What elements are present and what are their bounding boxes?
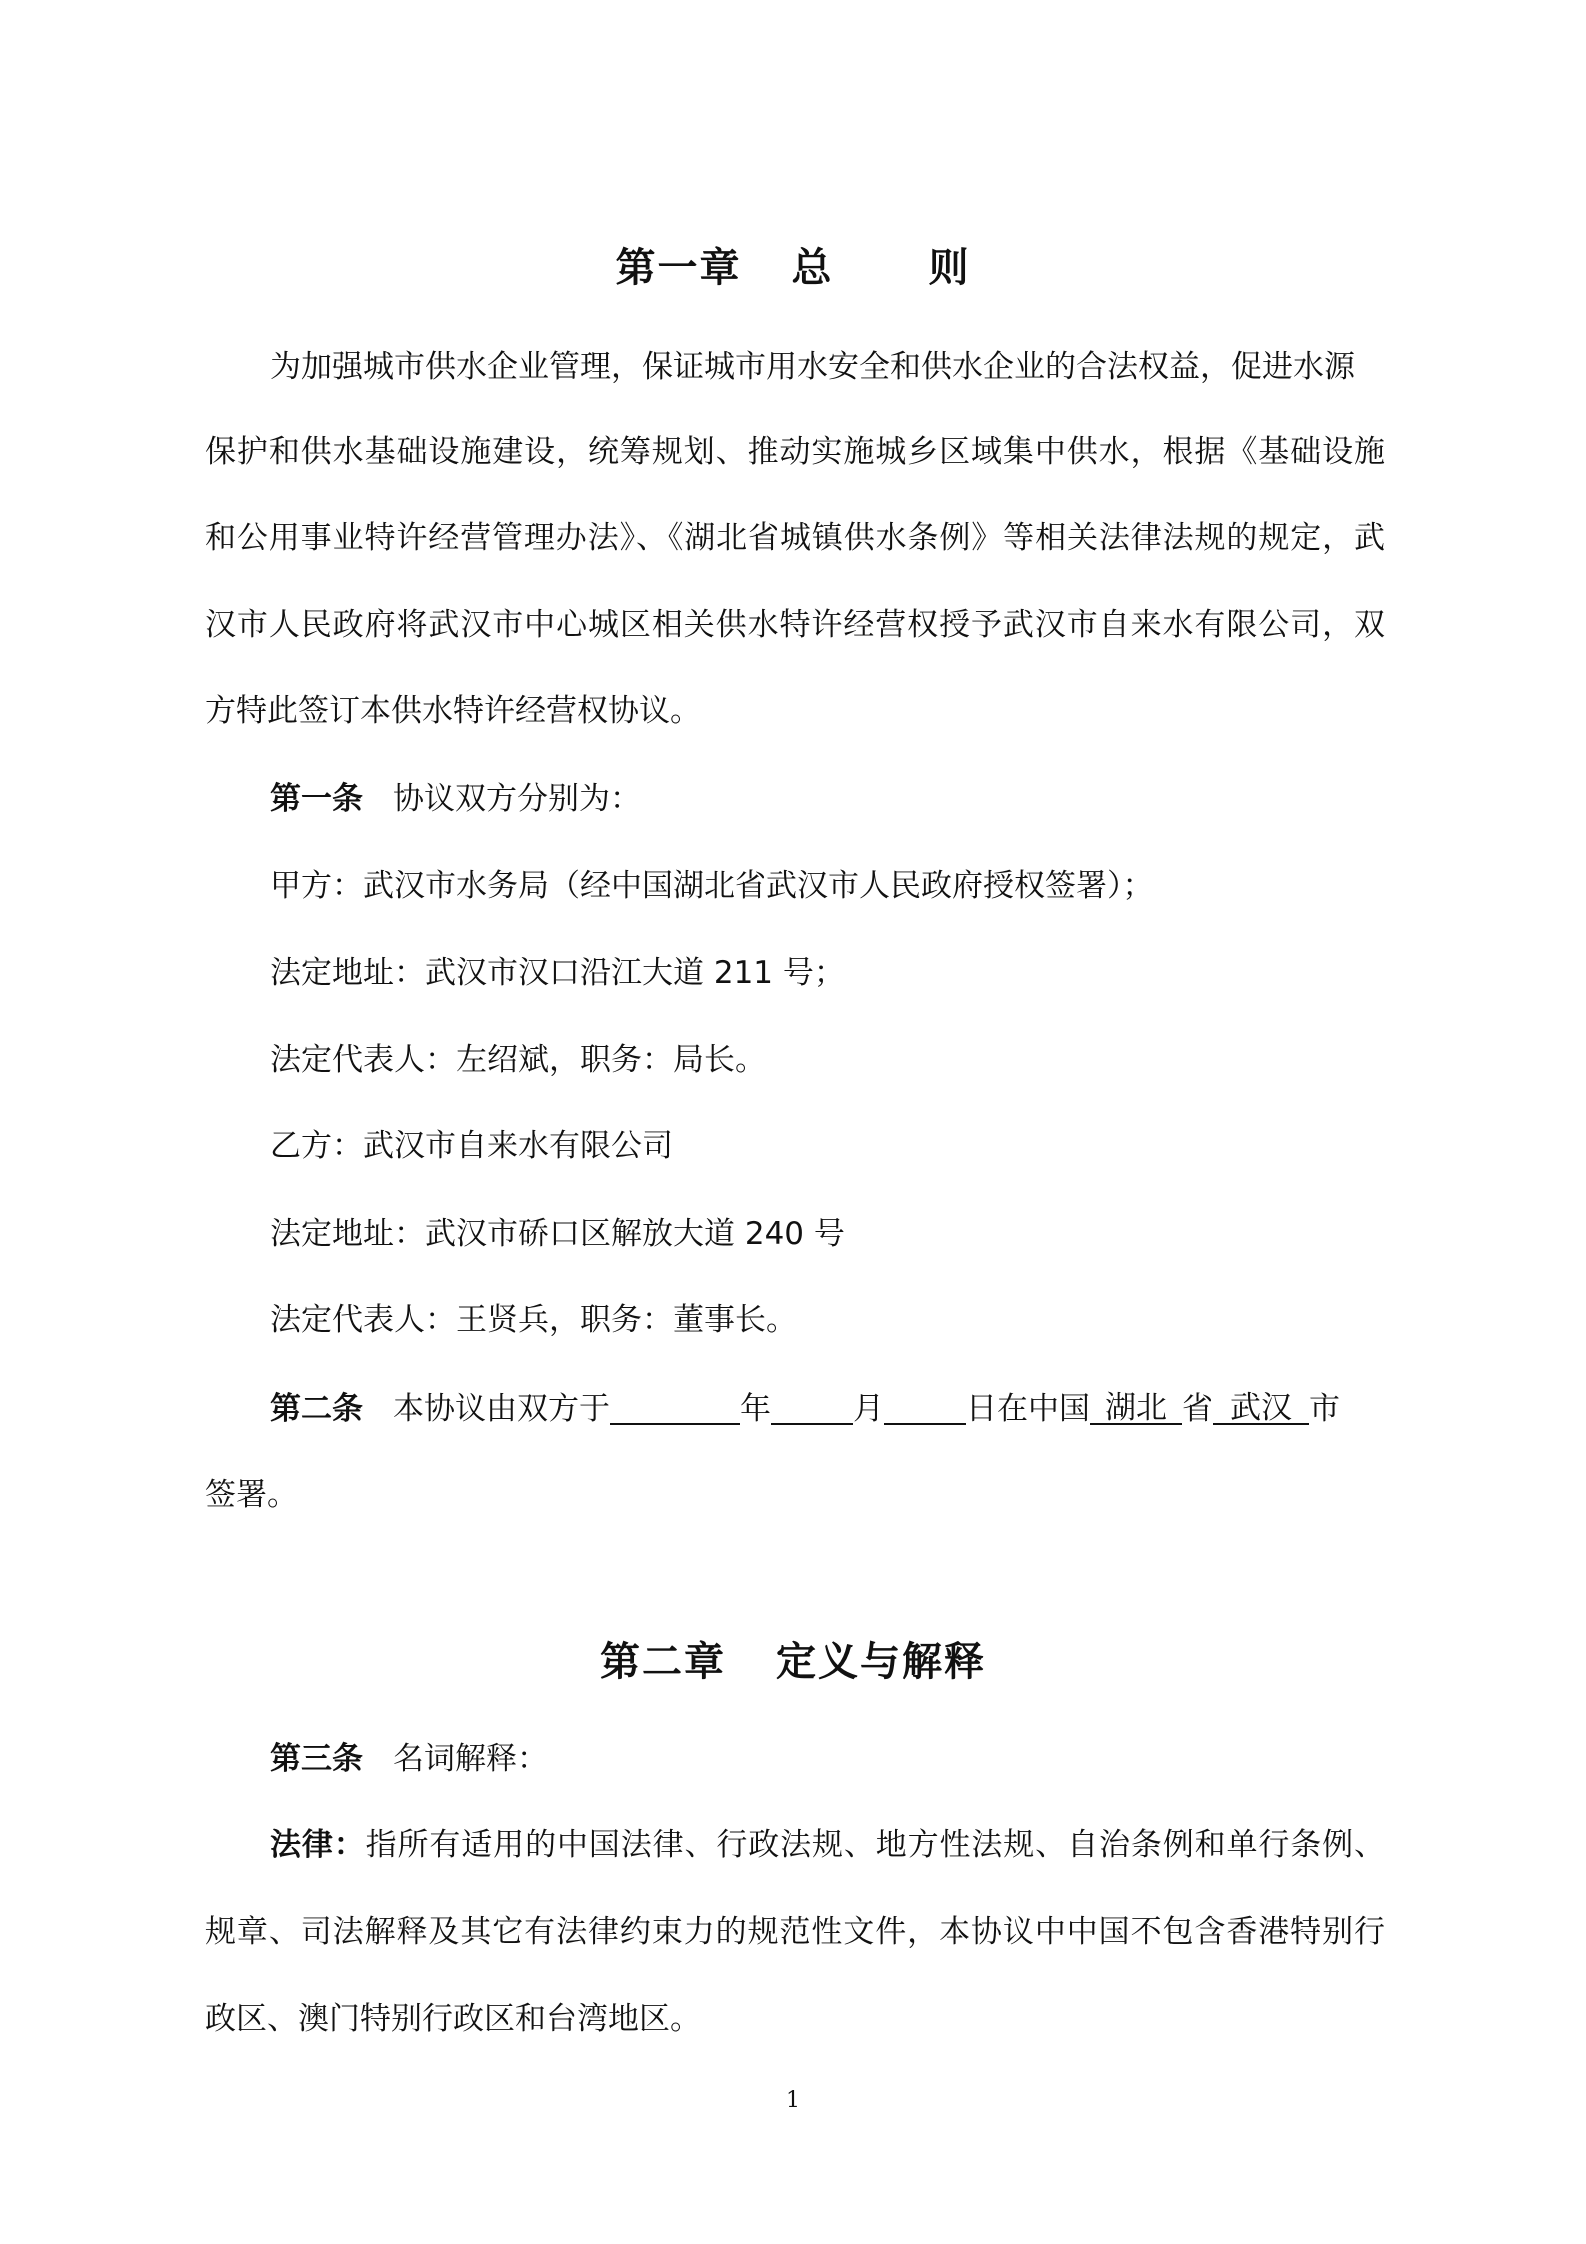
day-label: 日在中国 bbox=[966, 1391, 1090, 1427]
party-a-address: 法定地址：武汉市汉口沿江大道 211 号； bbox=[270, 955, 845, 991]
signing-year-blank bbox=[610, 1393, 740, 1425]
article-2-continuation: 签署。 bbox=[205, 1477, 298, 1513]
party-a-representative: 法定代表人：左绍斌，职务：局长。 bbox=[270, 1042, 766, 1078]
article-3-text: 名词解释： bbox=[393, 1741, 548, 1777]
party-b-address: 法定地址：武汉市硚口区解放大道 240 号 bbox=[270, 1216, 845, 1252]
article-3 bbox=[270, 1741, 548, 1777]
province-label: 省 bbox=[1182, 1391, 1213, 1427]
article-1 bbox=[270, 781, 641, 817]
article-2-label: 第二条 bbox=[270, 1391, 363, 1427]
article-2 bbox=[270, 1390, 1340, 1427]
preamble-line-5: 方特此签订本供水特许经营权协议。 bbox=[205, 693, 701, 729]
signing-province: 湖北 bbox=[1090, 1393, 1182, 1425]
preamble-line-2: 保护和供水基础设施建设，统筹规划、推动实施城乡区域集中供水，根据《基础设施 bbox=[205, 434, 1385, 470]
preamble-line-3: 和公用事业特许经营管理办法》、《湖北省城镇供水条例》等相关法律法规的规定，武 bbox=[205, 520, 1385, 556]
chapter-1-title bbox=[0, 236, 1586, 293]
month-label: 月 bbox=[853, 1391, 884, 1427]
article-1-text: 协议双方分别为： bbox=[393, 781, 641, 817]
city-label: 市 bbox=[1309, 1391, 1340, 1427]
definition-term-law: 法律： bbox=[270, 1827, 366, 1863]
definition-law-line-3: 政区、澳门特别行政区和台湾地区。 bbox=[205, 2001, 701, 2037]
signing-month-blank bbox=[771, 1393, 853, 1425]
preamble-line-4: 汉市人民政府将武汉市中心城区相关供水特许经营权授予武汉市自来水有限公司，双 bbox=[205, 607, 1385, 643]
definition-law-line-1 bbox=[270, 1827, 1386, 1863]
chapter-2-title bbox=[0, 1630, 1586, 1687]
chapter-2-number: 第二章 bbox=[600, 1639, 726, 1685]
party-a: 甲方：武汉市水务局（经中国湖北省武汉市人民政府授权签署）； bbox=[270, 868, 1154, 904]
preamble-line-1: 为加强城市供水企业管理，保证城市用水安全和供水企业的合法权益，促进水源 bbox=[270, 349, 1355, 385]
chapter-1-name-part1: 总 bbox=[791, 245, 834, 291]
page-number: 1 bbox=[786, 2088, 800, 2113]
article-3-label: 第三条 bbox=[270, 1741, 363, 1777]
chapter-1-name-part2: 则 bbox=[928, 245, 971, 291]
article-2-text: 本协议由双方于 bbox=[393, 1391, 610, 1427]
signing-city: 武汉 bbox=[1213, 1393, 1309, 1425]
article-1-label: 第一条 bbox=[270, 781, 363, 817]
definition-law-line-2: 规章、司法解释及其它有法律约束力的规范性文件，本协议中中国不包含香港特别行 bbox=[205, 1914, 1385, 1950]
party-b: 乙方：武汉市自来水有限公司 bbox=[270, 1128, 673, 1164]
party-b-representative: 法定代表人：王贤兵，职务：董事长。 bbox=[270, 1302, 797, 1338]
definition-law-text: 指所有适用的中国法律、行政法规、地方性法规、自治条例和单行条例、 bbox=[365, 1827, 1386, 1863]
year-label: 年 bbox=[740, 1391, 771, 1427]
chapter-2-name: 定义与解释 bbox=[776, 1639, 986, 1685]
signing-day-blank bbox=[884, 1393, 966, 1425]
chapter-1-number: 第一章 bbox=[615, 245, 742, 291]
